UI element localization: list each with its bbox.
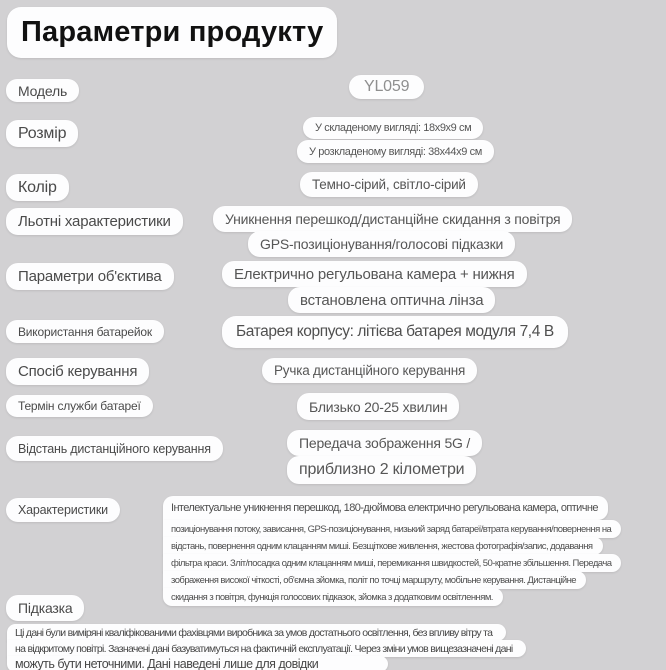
spec-value-size-folded: У складеному вигляді: 18x9x9 см (303, 117, 483, 139)
spec-value-color: Темно-сірий, світло-сірий (300, 172, 478, 197)
spec-value-lens-line2: встановлена оптична лінза (288, 287, 495, 313)
characteristics-line-6: скидання з повітря, функція голосових підказок, зйомка з додатковим освітленням. (163, 588, 503, 606)
spec-value-remote-distance-line1: Передача зображення 5G / (287, 430, 482, 456)
spec-label-characteristics: Характеристики (6, 498, 120, 522)
page-title: Параметри продукту (7, 7, 337, 58)
characteristics-line-3: відстань, повернення одним клацанням миші. Безщіткове живлення, жестова фотографія/запис, додавання (163, 537, 603, 555)
spec-label-flight: Льотні характеристики (6, 208, 183, 235)
hint-line-2: на відкритому повітрі. Зазначені дані базуватимуться на фактичній експлуатації. Через зміни умов вищезазначені дані (7, 640, 526, 657)
hint-line-1: Ці дані були виміряні кваліфікованими фахівцями виробника за умов достатнього освітлення, без впливу вітру та (7, 624, 506, 641)
hint-line-3: можуть бути неточними. Дані наведені лише для довідки (7, 656, 388, 670)
spec-value-size-unfolded: У розкладеному вигляді: 38x44x9 см (297, 140, 494, 163)
spec-value-model: YL059 (349, 75, 424, 99)
characteristics-line-1: Інтелектуальне уникнення перешкод, 180-дюймова електрично регульована камера, оптичне (163, 496, 608, 520)
spec-label-battery-life: Термін служби батареї (6, 395, 153, 417)
spec-label-hint: Підказка (6, 595, 84, 621)
spec-value-lens-line1: Електрично регульована камера + нижня (222, 261, 527, 287)
spec-value-flight-line2: GPS-позиціонування/голосові підказки (248, 231, 515, 257)
spec-label-battery: Використання батарейок (6, 320, 164, 343)
spec-label-lens: Параметри об'єктива (6, 263, 174, 290)
characteristics-line-2: позиціонування потоку, зависання, GPS-позиціонування, низький заряд батареї/втрата керування/повернення на (163, 520, 621, 538)
characteristics-line-5: зображення високої чіткості, об'ємна зйомка, політ по точці маршруту, мобільне керування. Дистанційне (163, 571, 586, 589)
spec-label-model: Модель (6, 79, 79, 102)
spec-label-control: Спосіб керування (6, 358, 149, 385)
spec-value-battery-life: Близько 20-25 хвилин (297, 393, 459, 420)
spec-label-remote-distance: Відстань дистанційного керування (6, 436, 223, 461)
spec-value-battery: Батарея корпусу: літієва батарея модуля 7,4 В (222, 316, 568, 348)
characteristics-line-4: фільтра краси. Зліт/посадка одним клацанням миші, перемикання швидкостей, 50-кратне збільшення. Передача (163, 554, 621, 572)
spec-value-remote-distance-line2: приблизно 2 кілометри (287, 456, 476, 484)
spec-label-color: Колір (6, 174, 69, 201)
spec-value-flight-line1: Уникнення перешкод/дистанційне скидання з повітря (213, 206, 572, 232)
spec-label-size: Розмір (6, 120, 78, 147)
spec-value-control: Ручка дистанційного керування (262, 358, 477, 383)
